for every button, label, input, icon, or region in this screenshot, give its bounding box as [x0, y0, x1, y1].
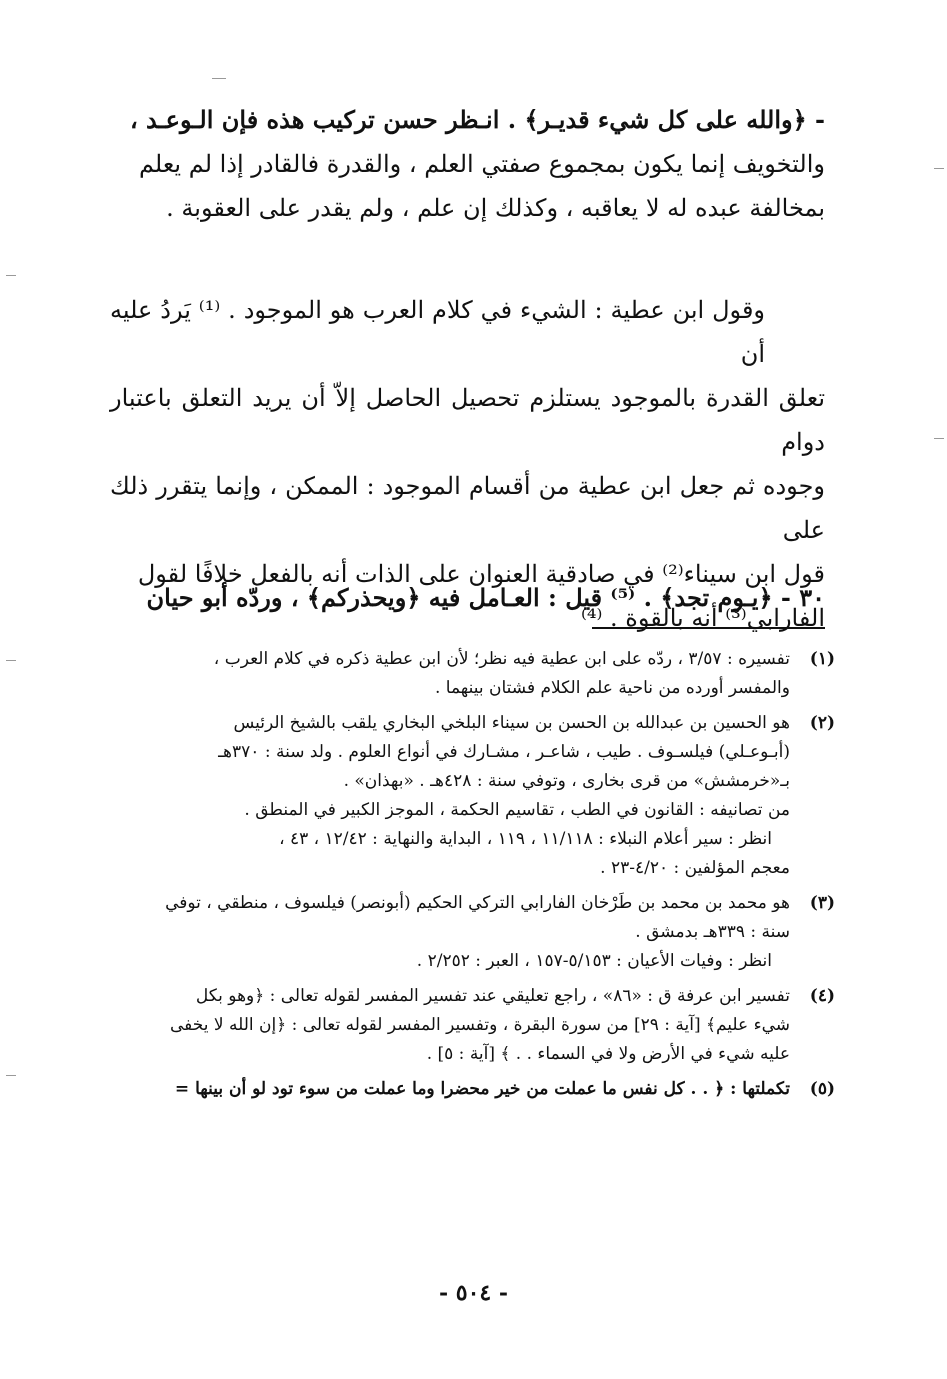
text-line: ٣٠ - ﴿يـوم تجد﴾ . ⁽⁵⁾ قيل : العـامل فيه ﴿ويحذركم﴾ ، وردّه أبو حيان — [146, 583, 825, 612]
footnote-number: (٢) — [809, 713, 835, 733]
footnotes-section — [110, 645, 835, 1110]
footnote-2 — [110, 709, 835, 883]
text-line: وجوده ثم جعل ابن عطية من أقسام الموجود : الممكن ، وإنما يتقرر ذلك على — [110, 472, 826, 544]
scan-mark — [6, 660, 16, 661]
footnote-divider — [592, 627, 825, 629]
footnote-line: بـ«خرمشش» من قرى بخارى ، وتوفي سنة : ٤٢٨هـ . «بهذان» . — [343, 771, 790, 791]
footnote-line: سنة : ٣٣٩هـ بدمشق . — [635, 922, 790, 942]
footnote-line: من تصانيفه : القانون في الطب ، تقاسيم الحكمة ، الموجز الكبير في المنطق . — [244, 800, 790, 820]
footnote-number: (٤) — [809, 986, 835, 1006]
page-number: - ٥٠٤ - — [438, 1280, 509, 1306]
text-line: والتخويف إنما يكون بمجموع صفتي العلم ، والقدرة فالقادر إذا لم يعلم — [138, 150, 825, 178]
footnote-line: انظر : وفيات الأعيان : ٥/١٥٣-١٥٧ ، العبر : ٢/٢٥٢ . — [416, 951, 772, 971]
text-line: الفارابي⁽³⁾ أنه بالقوة . ⁽⁴⁾ — [580, 604, 825, 632]
footnote-line: والمفسر أورده من ناحية علم الكلام فشتان بينهما . — [434, 678, 790, 698]
footnote-number: (٣) — [809, 893, 835, 913]
text-line: - ﴿والله على كل شيء قديـر﴾ . انـظر حسن تركيب هذه فإن الـوعـد ، — [129, 105, 825, 134]
scan-mark — [6, 275, 16, 276]
footnote-1 — [110, 645, 835, 703]
scan-mark — [212, 78, 226, 79]
footnote-line: تكملتها : ﴿ . . كل نفس ما عملت من خير محضرا وما عملت من سوء تود لو أن بينها = — [174, 1079, 790, 1099]
footnote-line: عليه شيء في الأرض ولا في السماء . . ﴾ [آية : ٥] . — [426, 1044, 790, 1064]
scan-mark — [934, 168, 944, 169]
paragraph-1 — [110, 98, 825, 230]
text-line: وقول ابن عطية : الشيء في كلام العرب هو الموجود . ⁽¹⁾ يَردُ عليه أن — [110, 296, 766, 368]
footnote-5 — [110, 1075, 835, 1104]
footnote-line: (أبـوعـلي) فيلسـوف . طيب ، شاعـر ، مشـارك في أنواع العلوم . ولد سنة : ٣٧٠هـ — [218, 742, 790, 762]
footnote-line: انظر : سير أعلام النبلاء : ١١/١١٨ ، ١١٩ ، البداية والنهاية : ١٢/٤٢ ، ٤٣ ، — [279, 829, 772, 849]
footnote-line: هو محمد بن محمد بن طَرْخان الفارابي التركي الحكيم (أبونصر) فيلسوف ، منطقي ، توفي — [165, 893, 790, 913]
footnote-line: معجم المؤلفين : ٤/٢٠-٢٣ . — [600, 858, 790, 878]
footnote-3 — [110, 889, 835, 976]
text-line: بمخالفة عبده له لا يعاقبه ، وكذلك إن علم ، ولم يقدر على العقوبة . — [166, 194, 825, 222]
footnote-line: تفسير ابن عرفة ق : «٨٦» ، راجع تعليقي عند تفسير المفسر لقوله تعالى : ﴿وهو بكل — [195, 986, 790, 1006]
verse-30-heading — [110, 580, 825, 616]
footnote-number: (١) — [809, 649, 835, 669]
footnote-line: شيء عليم﴾ [آية : ٢٩] من سورة البقرة ، وتفسير المفسر لقوله تعالى : ﴿إن الله لا يخفى — [169, 1015, 790, 1035]
footnote-number: (٥) — [809, 1079, 835, 1099]
text-line: تعلق القدرة بالموجود يستلزم تحصيل الحاصل إلاّ أن يريد التعلق باعتبار دوام — [110, 384, 825, 456]
footnote-line: تفسيره : ٣/٥٧ ، ردّه على ابن عطية فيه نظر؛ لأن ابن عطية ذكره في كلام العرب ، — [213, 649, 790, 669]
scan-mark — [934, 438, 944, 439]
footnote-line: هو الحسين بن عبدالله بن الحسن بن سيناء البلخي البخاري يلقب بالشيخ الرئيس — [233, 713, 790, 733]
scan-mark — [6, 1075, 16, 1076]
text-line: قول ابن سيناء⁽²⁾ في صادقية العنوان على الذات أنه بالفعل خلافًا لقول — [137, 560, 825, 588]
footnote-4 — [110, 982, 835, 1069]
